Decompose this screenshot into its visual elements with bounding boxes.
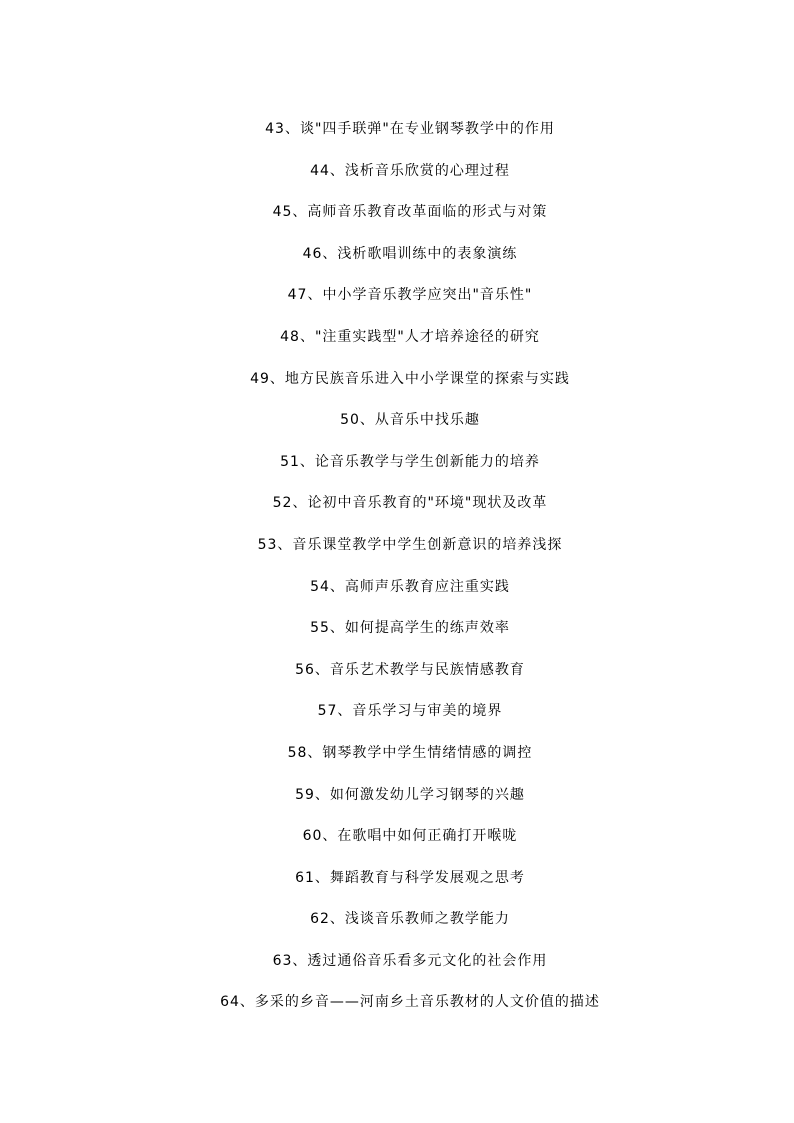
list-item: 64、多采的乡音——河南乡土音乐教材的人文价值的描述 — [220, 994, 600, 1011]
topic-list — [0, 109, 794, 1024]
list-item: 49、地方民族音乐进入中小学课堂的探索与实践 — [250, 370, 570, 387]
list-item: 58、钢琴教学中学生情绪情感的调控 — [287, 744, 533, 761]
list-item: 47、中小学音乐教学应突出"音乐性" — [287, 287, 533, 304]
list-item: 53、音乐课堂教学中学生创新意识的培养浅探 — [257, 536, 563, 553]
list-item: 57、音乐学习与审美的境界 — [317, 703, 503, 720]
list-item: 45、高师音乐教育改革面临的形式与对策 — [272, 204, 548, 221]
list-item: 50、从音乐中找乐趣 — [340, 412, 480, 429]
list-item: 48、"注重实践型"人才培养途径的研究 — [280, 328, 540, 345]
list-item: 61、舞蹈教育与科学发展观之思考 — [295, 869, 525, 886]
list-item: 59、如何激发幼儿学习钢琴的兴趣 — [295, 786, 525, 803]
list-item: 51、论音乐教学与学生创新能力的培养 — [280, 453, 540, 470]
list-item: 52、论初中音乐教育的"环境"现状及改革 — [272, 495, 548, 512]
list-item: 62、浅谈音乐教师之教学能力 — [310, 911, 510, 928]
list-item: 46、浅析歌唱训练中的表象演练 — [302, 245, 518, 262]
list-item: 60、在歌唱中如何正确打开喉咙 — [302, 828, 518, 845]
list-item: 56、音乐艺术教学与民族情感教育 — [295, 661, 525, 678]
list-item: 43、谈"四手联弹"在专业钢琴教学中的作用 — [265, 121, 555, 137]
list-item: 63、透过通俗音乐看多元文化的社会作用 — [272, 952, 548, 969]
list-item: 55、如何提高学生的练声效率 — [310, 620, 510, 637]
list-item: 44、浅析音乐欣赏的心理过程 — [310, 162, 510, 179]
list-item: 54、高师声乐教育应注重实践 — [310, 578, 510, 595]
